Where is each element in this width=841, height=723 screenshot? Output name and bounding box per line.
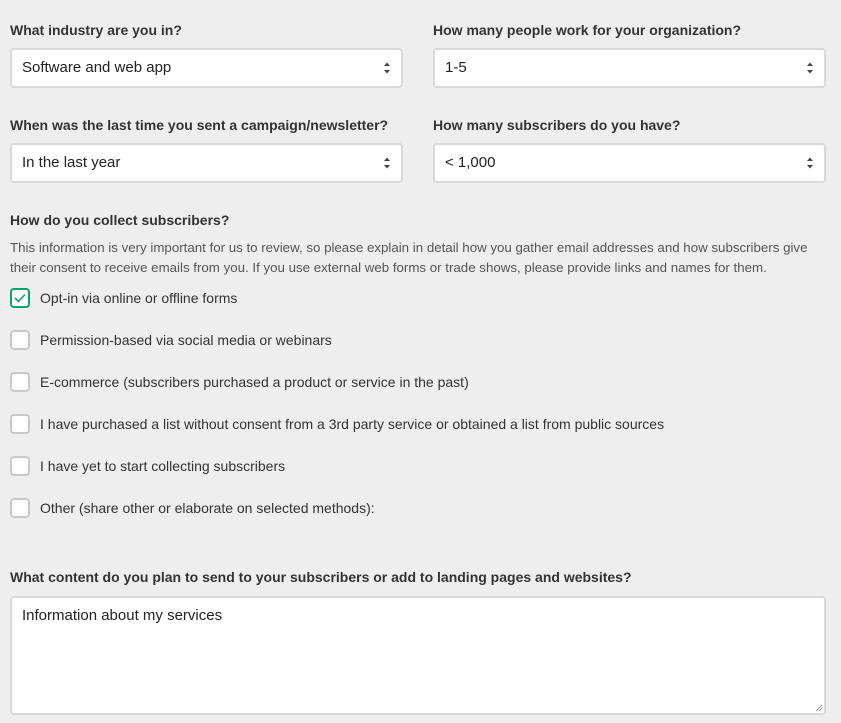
last-campaign-label: When was the last time you sent a campaign/newsletter? bbox=[10, 117, 389, 133]
collect-option-purchased[interactable] bbox=[10, 414, 664, 434]
industry-select[interactable] bbox=[10, 48, 403, 88]
checkbox[interactable] bbox=[10, 372, 30, 392]
select-arrows-icon bbox=[383, 156, 391, 170]
last-campaign-select[interactable] bbox=[10, 143, 403, 183]
subscribers-select-value: < 1,000 bbox=[445, 154, 496, 171]
checkbox[interactable] bbox=[10, 414, 30, 434]
checkmark-icon bbox=[14, 293, 26, 303]
industry-label: What industry are you in? bbox=[10, 22, 182, 38]
option-label: Permission-based via social media or webinars bbox=[40, 332, 332, 348]
checkbox[interactable] bbox=[10, 498, 30, 518]
select-arrows-icon bbox=[806, 61, 814, 75]
org-size-label: How many people work for your organization? bbox=[433, 22, 742, 38]
select-arrows-icon bbox=[806, 156, 814, 170]
collect-option-ecommerce[interactable] bbox=[10, 372, 469, 392]
collect-option-other[interactable] bbox=[10, 498, 375, 518]
industry-select-value: Software and web app bbox=[22, 59, 172, 76]
collect-description: This information is very important for us to review, so please explain in detail how you gather email addresses and how subscribers give their consent to receive emails from you. If you use external web forms or trade shows, please provide links and names for them. bbox=[10, 240, 808, 275]
collect-label: How do you collect subscribers? bbox=[10, 212, 230, 228]
subscribers-select[interactable] bbox=[433, 143, 826, 183]
collect-option-permission[interactable] bbox=[10, 330, 332, 350]
select-arrows-icon bbox=[383, 61, 391, 75]
checkbox[interactable] bbox=[10, 330, 30, 350]
option-label: Opt-in via online or offline forms bbox=[40, 290, 238, 306]
checkbox[interactable] bbox=[10, 288, 30, 308]
content-textarea[interactable] bbox=[10, 596, 826, 715]
option-label: Other (share other or elaborate on selected methods): bbox=[40, 500, 375, 516]
collect-option-optin[interactable] bbox=[10, 288, 237, 308]
collect-option-not-started[interactable] bbox=[10, 456, 285, 476]
content-label: What content do you plan to send to your subscribers or add to landing pages and websites? bbox=[10, 569, 632, 585]
checkbox[interactable] bbox=[10, 456, 30, 476]
option-label: I have purchased a list without consent from a 3rd party service or obtained a list from public sources bbox=[40, 416, 665, 432]
option-label: I have yet to start collecting subscribers bbox=[40, 458, 286, 474]
content-textarea-value: Information about my services bbox=[22, 607, 223, 624]
resize-grip-icon[interactable] bbox=[813, 702, 823, 712]
org-size-select-value: 1-5 bbox=[445, 59, 467, 76]
subscribers-label: How many subscribers do you have? bbox=[433, 117, 681, 133]
last-campaign-select-value: In the last year bbox=[22, 154, 121, 171]
org-size-select[interactable] bbox=[433, 48, 826, 88]
option-label: E-commerce (subscribers purchased a product or service in the past) bbox=[40, 374, 469, 390]
